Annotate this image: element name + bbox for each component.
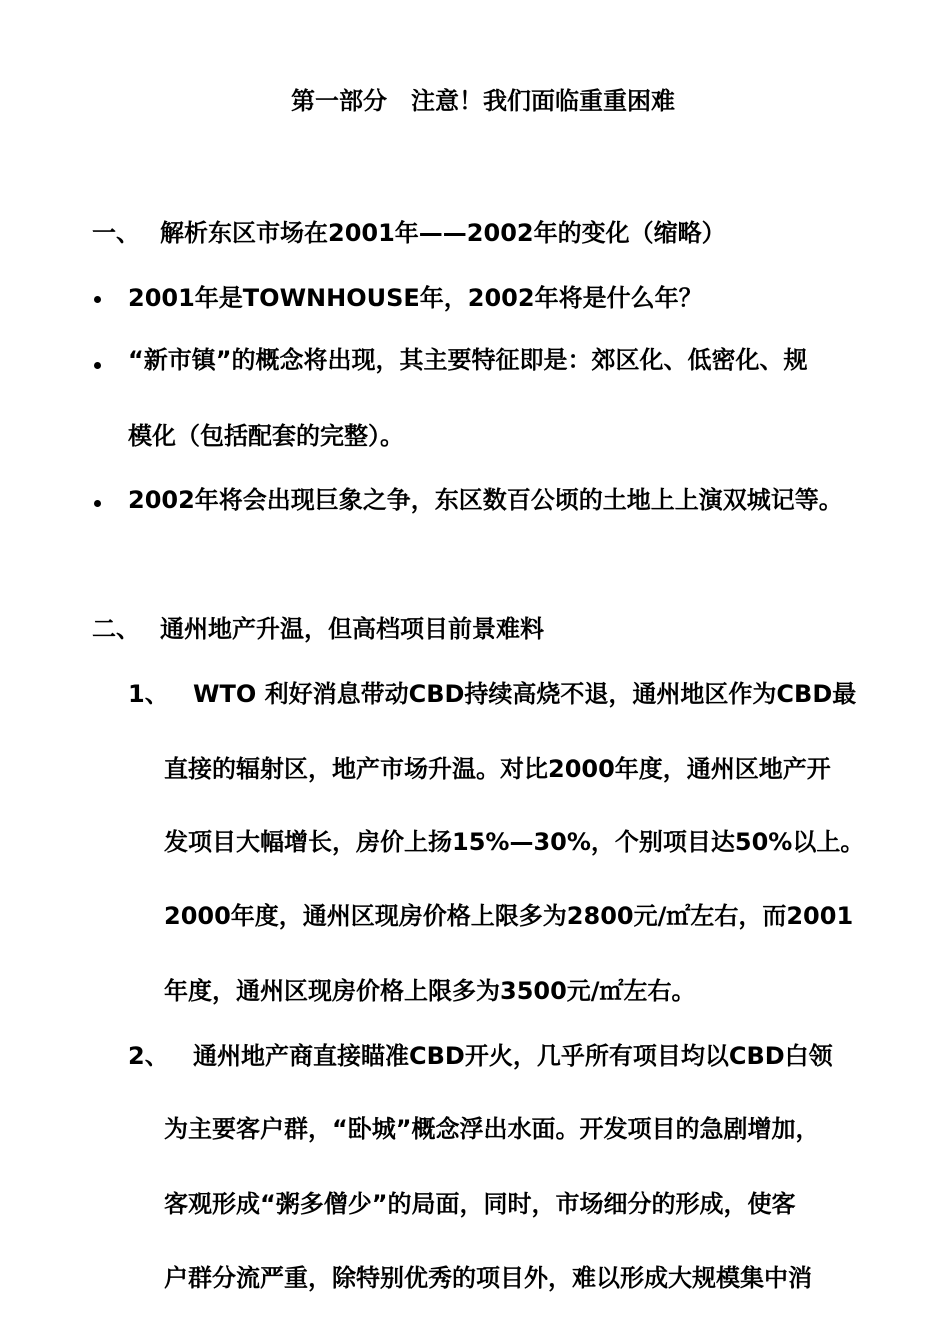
- bullet-item: 2002年将会出现巨象之争，东区数百公顷的土地上上演双城记等。: [128, 486, 843, 514]
- paragraph-line: 通州地产商直接瞄准CBD开火，几乎所有项目均以CBD白领: [193, 1042, 833, 1070]
- bullet-item: 2001年是TOWNHOUSE年，2002年将是什么年？: [128, 284, 703, 312]
- bullet-icon: [94, 362, 101, 369]
- section-heading: 解析东区市场在2001年——2002年的变化（缩略）: [160, 219, 726, 247]
- paragraph-line: 为主要客户群，“卧城”概念浮出水面。开发项目的急剧增加，: [164, 1115, 820, 1143]
- paragraph-line: 客观形成“粥多僧少”的局面，同时，市场细分的形成，使客: [164, 1190, 796, 1218]
- bullet-icon: [94, 500, 101, 507]
- item-number: 2、: [128, 1042, 169, 1070]
- section-heading: 通州地产升温，但高档项目前景难料: [160, 615, 544, 643]
- paragraph-line: 户群分流严重，除特别优秀的项目外，难以形成大规模集中消: [164, 1264, 812, 1292]
- paragraph-line: 2000年度，通州区现房价格上限多为2800元/㎡左右，而2001: [164, 902, 854, 930]
- page-title: 第一部分 注意！我们面临重重困难: [291, 87, 675, 115]
- paragraph-line: WTO 利好消息带动CBD持续高烧不退，通州地区作为CBD最: [193, 680, 857, 708]
- bullet-item-continuation: 模化（包括配套的完整）。: [128, 422, 404, 450]
- paragraph-line: 发项目大幅增长，房价上扬15%—30%，个别项目达50%以上。: [164, 828, 865, 856]
- item-number: 1、: [128, 680, 169, 708]
- paragraph-line: 直接的辐射区，地产市场升温。对比2000年度，通州区地产开: [164, 755, 831, 783]
- paragraph-line: 年度，通州区现房价格上限多为3500元/㎡左右。: [164, 977, 696, 1005]
- section-number: 二、: [92, 615, 140, 643]
- bullet-icon: [94, 296, 101, 303]
- bullet-item: “新市镇”的概念将出现，其主要特征即是：郊区化、低密化、规: [128, 346, 808, 374]
- section-number: 一、: [92, 219, 140, 247]
